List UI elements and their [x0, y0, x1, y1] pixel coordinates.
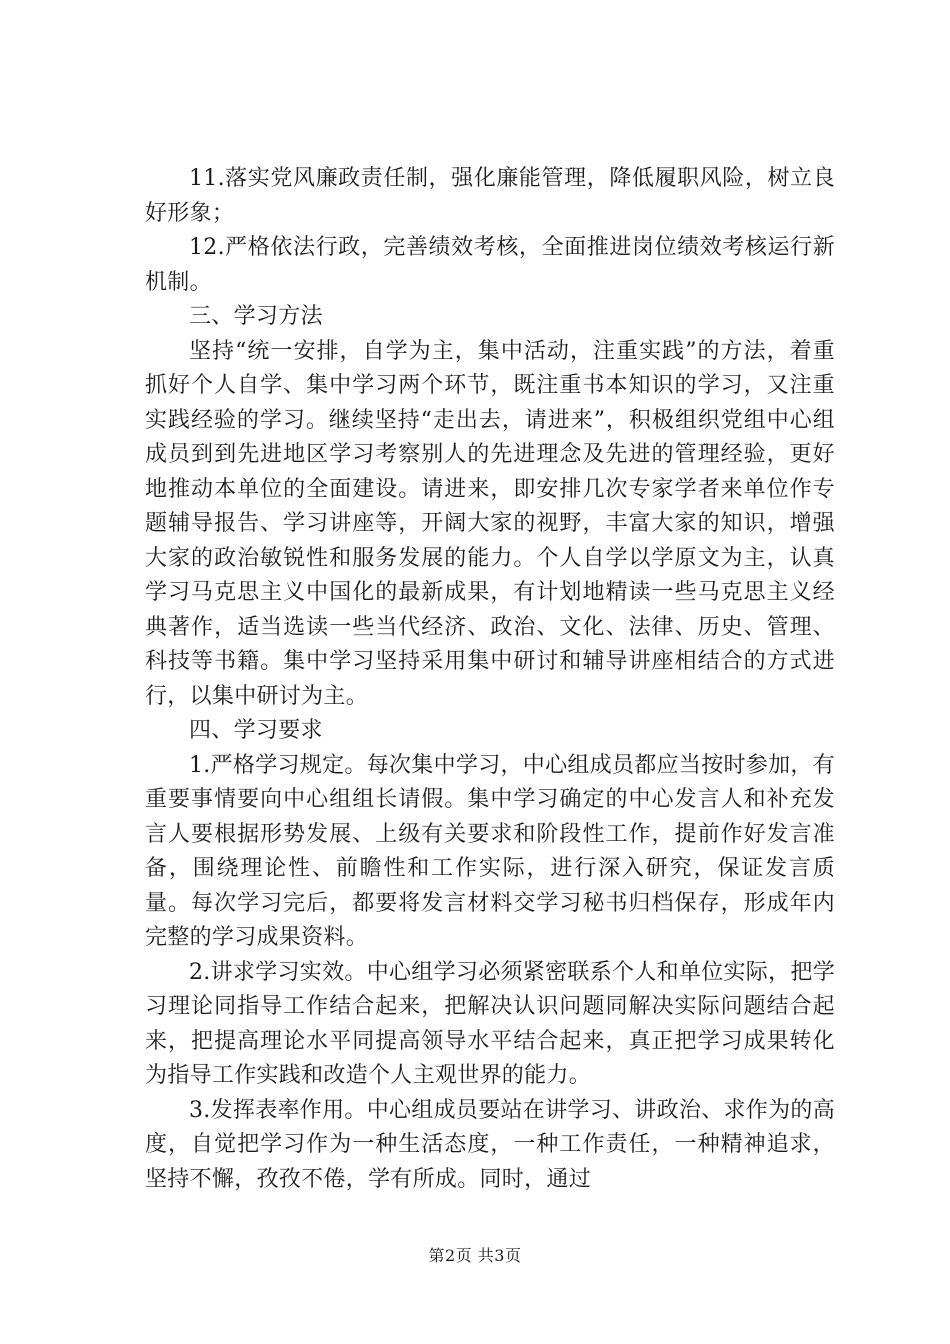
paragraph-item-11: 11.落实党风廉政责任制，强化廉能管理，降低履职风险，树立良好形象；	[145, 166, 835, 226]
paragraph-requirement-1: 1.严格学习规定。每次集中学习，中心组成员都应当按时参加，有重要事情要向中心组组长请假。集中学习确定的中心发言人和补充发言人要根据形势发展、上级有关要求和阶段性工作，提前作好发言准备，围绕理论性、前瞻性和工作实际，进行深入研究，保证发言质量。每次学习完后，都要将发言材料交学习秘书归档保存，形成年内完整的学习成果资料。	[145, 752, 835, 950]
section-heading-methods: 三、学习方法	[189, 304, 323, 329]
paragraph-item-12: 12.严格依法行政，完善绩效考核，全面推进岗位绩效考核运行新机制。	[145, 235, 835, 295]
paragraph-requirement-2: 2.讲求学习实效。中心组学习必须紧密联系个人和单位实际，把学习理论同指导工作结合起来，把解决认识问题同解决实际问题结合起来，把提高理论水平同提高领导水平结合起来，真正把学习成果转化为指导工作实践和改造个人主观世界的能力。	[145, 959, 835, 1088]
paragraph-requirement-3: 3.发挥表率作用。中心组成员要站在讲学习、讲政治、求作为的高度，自觉把学习作为一种生活态度，一种工作责任，一种精神追求，坚持不懈，孜孜不倦，学有所成。同时，通过	[145, 1097, 835, 1192]
paragraph-methods: 坚持“统一安排，自学为主，集中活动，注重实践”的方法，着重抓好个人自学、集中学习两个环节，既注重书本知识的学习，又注重实践经验的学习。继续坚持“走出去，请进来”，积极组织党组中心组成员到到先进地区学习考察别人的先进理念及先进的管理经验，更好地推动本单位的全面建设。请进来，即安排几次专家学者来单位作专题辅导报告、学习讲座等，开阔大家的视野，丰富大家的知识，增强大家的政治敏锐性和服务发展的能力。个人自学以学原文为主，认真学习马克思主义中国化的最新成果，有计划地精读一些马克思主义经典著作，适当选读一些当代经济、政治、文化、法律、历史、管理、科技等书籍。集中学习坚持采用集中研讨和辅导讲座相结合的方式进行，以集中研讨为主。	[145, 338, 835, 709]
section-heading-requirements: 四、学习要求	[189, 718, 323, 743]
page-number-footer: 第2页 共3页	[428, 1246, 522, 1265]
document-body	[145, 162, 835, 1197]
